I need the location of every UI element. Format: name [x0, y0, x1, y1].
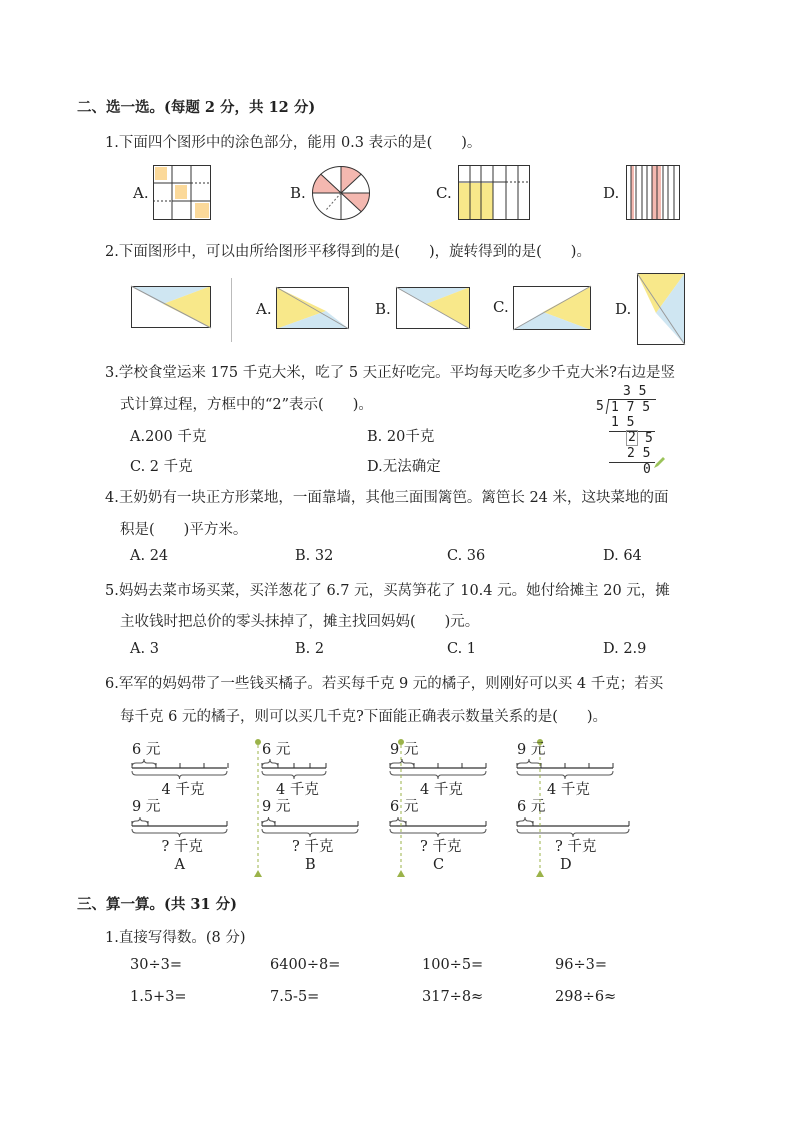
- division-result: 0: [643, 462, 651, 477]
- division-boxed-digit: 2: [628, 430, 636, 445]
- q6-top-total-label: 4 千克: [161, 782, 205, 798]
- calc-problem: 298÷6≈: [555, 989, 617, 1005]
- q6-text-line1: 6.军军的妈妈带了一些钱买橘子。若买每千克 9 元的橘子，则刚好可以买 4 千克；若买: [105, 676, 664, 692]
- q6-text-line2: 每千克 6 元的橘子，则可以买几千克?下面能正确表示数量关系的是( )。: [120, 709, 608, 725]
- q2-option-b: B.: [375, 300, 391, 318]
- q2-option-a: A.: [256, 300, 272, 318]
- division-step2: 2 5: [627, 446, 651, 461]
- long-division: [590, 384, 670, 477]
- q6-top-unit-label: 9 元: [390, 742, 419, 758]
- q4-option-d: D. 64: [603, 548, 642, 564]
- q2-text: 2.下面图形中，可以由所给图形平移得到的是( )，旋转得到的是( )。: [105, 244, 591, 260]
- q4-option-c: C. 36: [447, 548, 486, 564]
- division-dividend: 1 7 5: [611, 400, 651, 415]
- q4-text-line2: 积是( )平方米。: [120, 522, 248, 538]
- q6-option-letter: A: [174, 857, 185, 873]
- pencil-icon: [652, 456, 666, 470]
- q6-option-letter: B: [305, 857, 316, 873]
- calc-problem: 317÷8≈: [422, 989, 484, 1005]
- bottom-unit-brace: [132, 817, 148, 825]
- q3-option-b: B. 20千克: [367, 429, 435, 445]
- top-unit-brace: [132, 759, 156, 767]
- q4-option-b: B. 32: [295, 548, 334, 564]
- q2-figure-c: [513, 286, 591, 330]
- q6-bottom-unit-label: 6 元: [517, 799, 546, 815]
- q6-bottom-total-label: ? 千克: [555, 839, 597, 855]
- section-3-sub: 1.直接写得数。(8 分): [105, 930, 246, 946]
- q2-divider: [231, 278, 232, 342]
- q1-option-c: C.: [436, 184, 452, 202]
- q3-option-d: D.无法确定: [367, 459, 441, 475]
- division-remainder1: 5: [645, 431, 653, 446]
- q1-figure-c-rect: [458, 165, 530, 220]
- q5-option-d: D. 2.9: [603, 641, 647, 657]
- q3-text-line1: 3.学校食堂运来 175 千克大米，吃了 5 天正好吃完。平均每天吃多少千克大米?右边是竖: [105, 365, 675, 381]
- calc-problem: 1.5+3=: [130, 989, 187, 1005]
- q2-option-d: D.: [615, 300, 632, 318]
- section-3-title: 三、算一算。(共 31 分): [77, 896, 237, 913]
- q1-figure-d-stripes: [626, 165, 680, 220]
- q5-option-a: A. 3: [130, 641, 159, 657]
- section-2-title: 二、选一选。(每题 2 分，共 12 分): [77, 99, 316, 116]
- q6-top-total-label: 4 千克: [420, 782, 463, 798]
- division-quotient: 3 5: [623, 384, 647, 399]
- division-divisor: 5: [596, 399, 604, 414]
- q6-bottom-total-label: ? 千克: [292, 839, 334, 855]
- q6-top-unit-label: 9 元: [517, 742, 546, 758]
- q6-option-letter: C: [433, 857, 445, 873]
- q4-option-a: A. 24: [130, 548, 169, 564]
- q1-option-d: D.: [603, 184, 620, 202]
- division-step1: 1 5: [611, 415, 635, 430]
- q6-top-unit-label: 6 元: [262, 742, 291, 758]
- q4-text-line1: 4.王奶奶有一块正方形菜地，一面靠墙，其他三面围篱笆。篱笆长 24 米，这块菜地的面: [105, 490, 669, 506]
- q6-top-total-label: 4 千克: [547, 782, 590, 798]
- q6-top-unit-label: 6 元: [132, 742, 161, 758]
- q6-top-total-label: 4 千克: [276, 782, 319, 798]
- q2-option-c: C.: [493, 298, 509, 316]
- q6-bottom-total-label: ? 千克: [161, 839, 203, 855]
- q6-bottom-unit-label: 6 元: [390, 799, 419, 815]
- q5-option-c: C. 1: [447, 641, 477, 657]
- bottom-unit-brace: [517, 817, 533, 825]
- q2-figure-d: [637, 273, 685, 345]
- q6-option-letter: D: [560, 857, 572, 873]
- calc-problem: 6400÷8=: [270, 957, 341, 973]
- bottom-unit-brace: [262, 817, 275, 825]
- q2-figure-a: [276, 287, 349, 329]
- q5-text-line1: 5.妈妈去菜市场买菜，买洋葱花了 6.7 元，买莴笋花了 10.4 元。她付给摊主 20 元，摊: [105, 583, 670, 599]
- q3-text-line2: 式计算过程，方框中的“2”表示( )。: [120, 397, 373, 413]
- q3-option-a: A.200 千克: [130, 429, 207, 445]
- calc-problem: 100÷5=: [422, 957, 484, 973]
- q6-bottom-unit-label: 9 元: [132, 799, 161, 815]
- q5-option-b: B. 2: [295, 641, 325, 657]
- calc-problem: 96÷3=: [555, 957, 607, 973]
- q1-figure-b-circle: [312, 166, 370, 220]
- q2-given-figure: [131, 286, 211, 328]
- q1-option-b: B.: [290, 184, 306, 202]
- q1-text: 1.下面四个图形中的涂色部分，能用 0.3 表示的是( )。: [105, 135, 482, 151]
- q2-figure-b: [396, 287, 470, 329]
- q1-option-a: A.: [133, 184, 149, 202]
- q5-text-line2: 主收钱时把总价的零头抹掉了，摊主找回妈妈( )元。: [120, 614, 480, 630]
- calc-problem: 30÷3=: [130, 957, 182, 973]
- q1-figure-a-grid: [153, 165, 211, 220]
- q6-bottom-unit-label: 9 元: [262, 799, 291, 815]
- q3-option-c: C. 2 千克: [130, 459, 193, 475]
- top-unit-brace: [262, 759, 278, 767]
- calc-problem: 7.5-5=: [270, 989, 320, 1005]
- q6-bottom-total-label: ? 千克: [420, 839, 462, 855]
